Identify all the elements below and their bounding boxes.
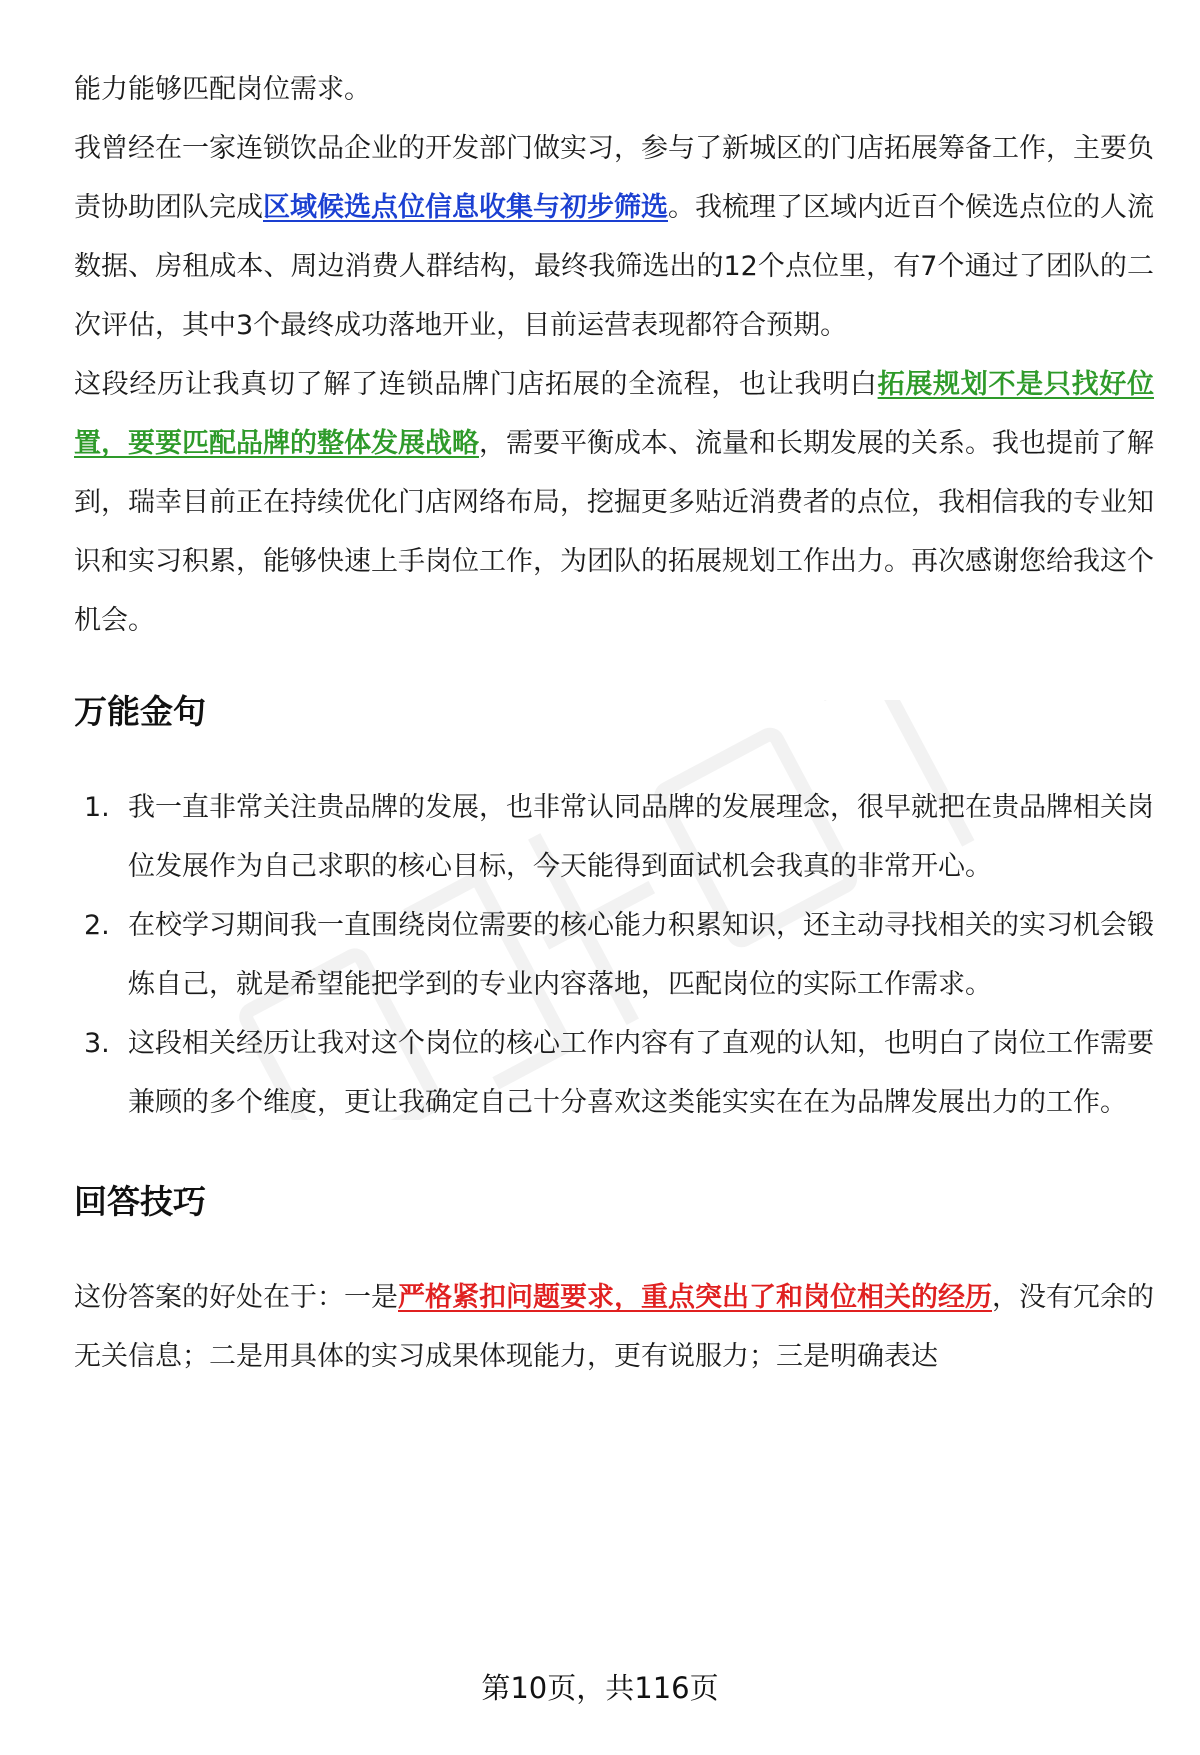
page-number-footer: 第10页，共116页	[481, 1671, 719, 1705]
golden-sentence-list	[74, 778, 1154, 1132]
list-item	[74, 1014, 1154, 1132]
intro-paragraph-3: 这段经历让我真切了解了连锁品牌门店拓展的全流程，也让我明白拓展规划不是只找好位置，要要匹配品牌的整体发展战略，需要平衡成本、流量和长期发展的关系。我也提前了解到，瑞幸目前正在持续优化门店网络布局，挖掘更多贴近消费者的点位，我相信我的专业知识和实习积累，能够快速上手岗位工作，为团队的拓展规划工作出力。再次感谢您给我这个机会。	[74, 369, 1155, 636]
tips-paragraph: 这份答案的好处在于：一是严格紧扣问题要求，重点突出了和岗位相关的经历，没有冗余的无关信息；二是用具体的实习成果体现能力，更有说服力；三是明确表达	[74, 1282, 1154, 1372]
intro-paragraph-2: 我曾经在一家连锁饮品企业的开发部门做实习，参与了新城区的门店拓展筹备工作，主要负责协助团队完成区域候选点位信息收集与初步筛选。我梳理了区域内近百个候选点位的人流数据、房租成本、周边消费人群结构，最终我筛选出的12个点位里，有7个通过了团队的二次评估，其中3个最终成功落地开业，目前运营表现都符合预期。	[74, 133, 1154, 341]
highlight-blue: 区域候选点位信息收集与初步筛选	[263, 192, 668, 223]
section-heading-answer-tips: 回答技巧	[74, 1182, 206, 1221]
list-item-text: 我一直非常关注贵品牌的发展，也非常认同品牌的发展理念，很早就把在贵品牌相关岗位发展作为自己求职的核心目标，今天能得到面试机会我真的非常开心。	[128, 792, 1154, 882]
list-number: 3.	[84, 1028, 110, 1059]
document-page	[74, 60, 1154, 1386]
list-number: 2.	[84, 910, 110, 941]
highlight-green: 拓展规划不是只找好位置，要要匹配品牌的整体发展战略	[74, 369, 1155, 459]
list-item	[74, 778, 1154, 896]
list-number: 1.	[84, 792, 110, 823]
list-item-text: 这段相关经历让我对这个岗位的核心工作内容有了直观的认知，也明白了岗位工作需要兼顾的多个维度，更让我确定自己十分喜欢这类能实实在在为品牌发展出力的工作。	[128, 1028, 1154, 1118]
intro-paragraph-1: 能力能够匹配岗位需求。	[74, 74, 371, 105]
section-heading-golden-sentences: 万能金句	[74, 692, 206, 731]
highlight-red: 严格紧扣问题要求，重点突出了和岗位相关的经历	[398, 1282, 992, 1313]
list-item-text: 在校学习期间我一直围绕岗位需要的核心能力积累知识，还主动寻找相关的实习机会锻炼自己，就是希望能把学到的专业内容落地，匹配岗位的实际工作需求。	[128, 910, 1154, 1000]
list-item	[74, 896, 1154, 1014]
